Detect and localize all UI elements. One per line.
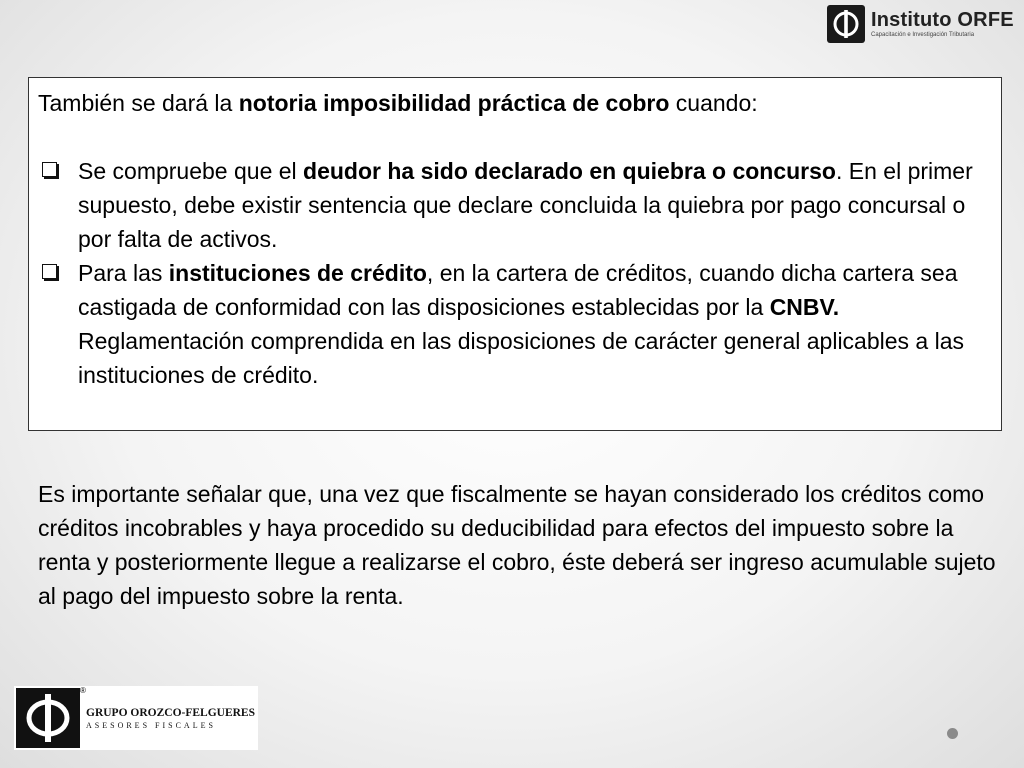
intro-segment: cuando: [669,90,758,116]
slide-indicator-dot [947,728,958,739]
logo-tagline: Capacitación e Investigación Tributaria [871,32,975,38]
conditions-list [38,154,1001,392]
phi-logo-icon [16,688,80,748]
bullet-segment-bold: deudor ha sido declarado en quiebra o concurso [303,158,836,184]
bullet-segment-bold: CNBV. [769,294,840,320]
checkbox-bullet-icon [42,162,57,177]
phi-logo-icon [827,5,865,43]
bullet-segment: , en la cartera de créditos, cuando dicha cartera sea castigada de conformidad con las disposiciones establecidas por la [78,260,958,320]
box-intro [38,86,758,120]
list-item [38,256,1001,392]
logo-subtitle: ASESORES FISCALES [86,720,216,730]
bullet-segment: . En el primer supuesto, debe existir sentencia que declare concluida la quiebra por pago concursal o por falta de activos. [78,158,973,252]
bullet-segment: Reglamentación comprendida en las disposiciones de carácter general aplicables a las instituciones de crédito. [78,328,965,388]
logo-group-name: GRUPO OROZCO-FELGUERES [86,706,256,719]
instituto-orfe-logo [827,4,1017,44]
intro-segment: También se dará la [38,90,239,116]
registered-mark: ® [80,686,86,695]
conditions-box [28,77,1002,431]
closing-paragraph: Es importante señalar que, una vez que fiscalmente se hayan considerado los créditos como créditos incobrables y haya procedido su deducibilidad para efectos del impuesto sobre la renta y posteriormente llegue a realizarse el cobro, éste deberá ser ingreso acumulable sujeto al pago del impuesto sobre la renta. [38,481,996,609]
bullet-segment: Para las [78,260,169,286]
intro-segment-bold: notoria imposibilidad práctica de cobro [238,90,670,116]
bullet-segment-bold: instituciones de crédito [168,260,427,286]
list-item [38,154,1001,256]
grupo-orozco-logo [14,686,258,750]
checkbox-bullet-icon [42,264,57,279]
logo-name: Instituto ORFE [871,9,1014,31]
bullet-segment: Se compruebe que el [78,158,304,184]
